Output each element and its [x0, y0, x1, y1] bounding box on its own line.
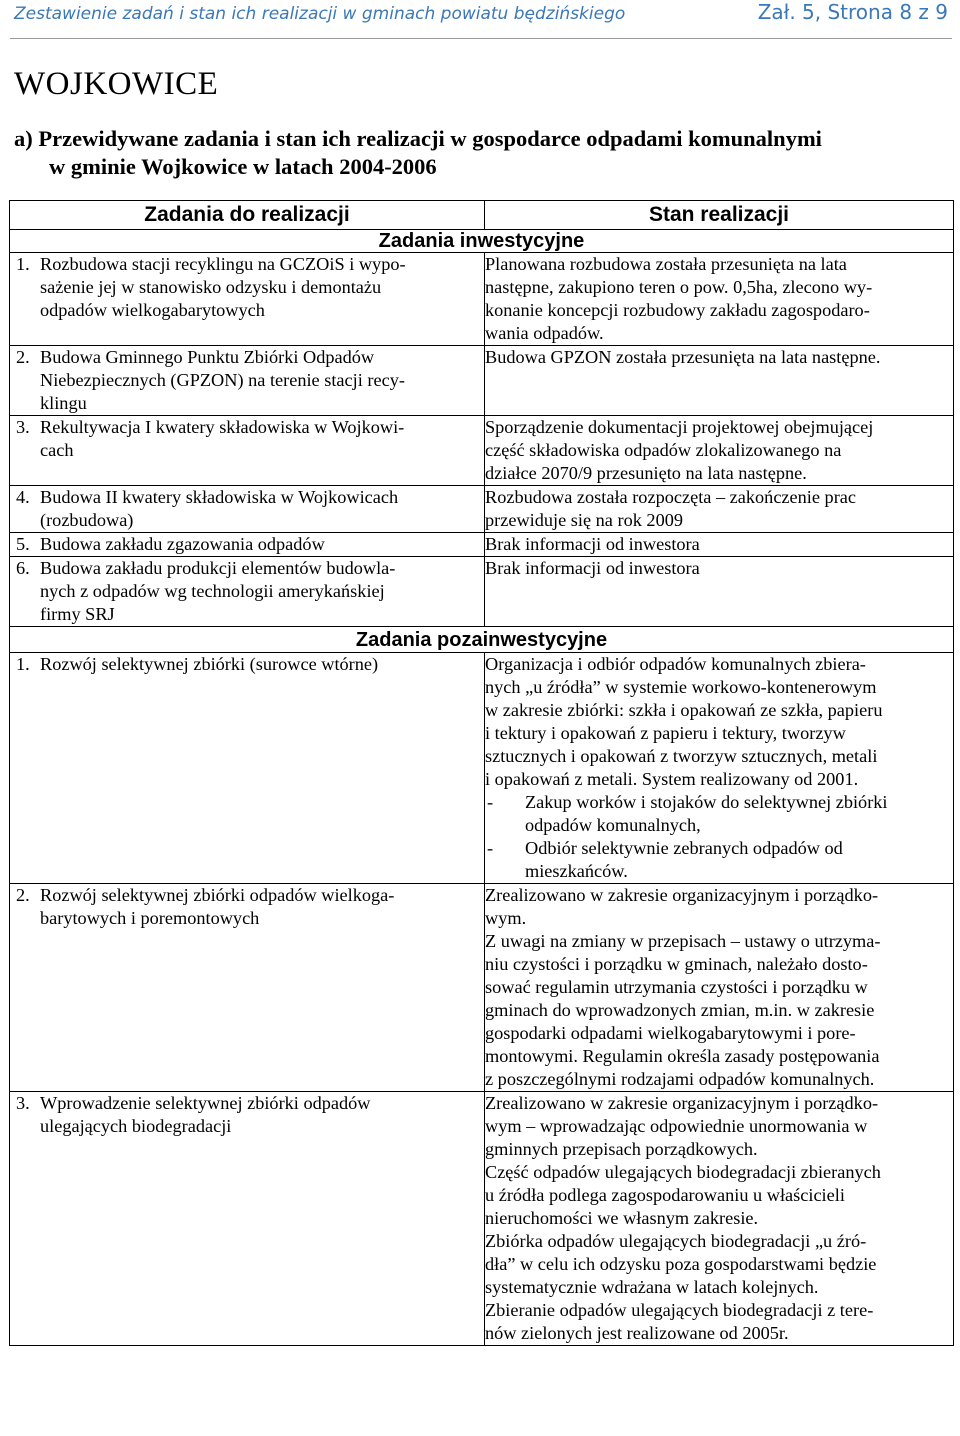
task-text-line: Niebezpiecznych (GPZON) na terenie stacji recy- [40, 370, 405, 390]
status-text-line: część składowiska odpadów zlokalizowanego na [485, 440, 842, 460]
status-cell [485, 346, 954, 416]
status-text-line: sować regulamin utrzymania czystości i porządku w [485, 977, 868, 997]
status-text-line: gminach do wprowadzonych zmian, m.in. w zakresie [485, 1000, 875, 1020]
bullet-text-line: mieszkańców. [525, 861, 628, 881]
table-row [10, 884, 954, 1092]
task-text-line: klingu [40, 393, 87, 413]
task-cell [10, 653, 485, 884]
task-text-line: firmy SRJ [40, 604, 115, 624]
task-item [10, 486, 484, 532]
header-page-number: Zał. 5, Strona 8 z 9 [757, 0, 948, 24]
status-text-line: dła” w celu ich odzysku poza gospodarstwami będzie [485, 1254, 877, 1274]
task-number: 3. [16, 1093, 30, 1113]
bullet-text [525, 837, 953, 883]
task-number: 2. [16, 885, 30, 905]
task-text [40, 653, 480, 676]
task-text-line: Rozwój selektywnej zbiórki odpadów wielkoga- [40, 885, 395, 905]
task-text [40, 533, 480, 556]
status-text-line: Budowa GPZON została przesunięta na lata następne. [485, 347, 881, 367]
task-cell [10, 884, 485, 1092]
task-text-line: sażenie jej w stanowisko odzysku i demontażu [40, 277, 382, 297]
table-header-row [10, 201, 954, 230]
table-row [10, 557, 954, 627]
table-row [10, 253, 954, 346]
status-text-line: Zrealizowano w zakresie organizacyjnym i porządko- [485, 885, 879, 905]
task-text-line: Wprowadzenie selektywnej zbiórki odpadów [40, 1093, 371, 1113]
status-text-line: przewiduje się na rok 2009 [485, 510, 683, 530]
task-text [40, 884, 480, 930]
task-text [40, 486, 480, 532]
task-item [10, 416, 484, 462]
status-cell [485, 533, 954, 557]
task-number: 1. [16, 254, 30, 274]
status-text-line: u źródła podlega zagospodarowaniu u właścicieli [485, 1185, 845, 1205]
task-number: 4. [16, 487, 30, 507]
status-cell [485, 557, 954, 627]
status-text-line: nów zielonych jest realizowane od 2005r. [485, 1323, 789, 1343]
status-text-line: nieruchomości we własnym zakresie. [485, 1208, 759, 1228]
status-text-line: Brak informacji od inwestora [485, 534, 700, 554]
task-number: 2. [16, 347, 30, 367]
status-text-line: Brak informacji od inwestora [485, 558, 700, 578]
status-cell [485, 1092, 954, 1346]
status-cell [485, 253, 954, 346]
section-non-investment-row [10, 627, 954, 653]
status-text-line: działce 2070/9 przesunięto na lata następne. [485, 463, 807, 483]
task-cell [10, 346, 485, 416]
status-cell [485, 884, 954, 1092]
status-text-line: konanie koncepcji rozbudowy zakładu zagospodaro- [485, 300, 870, 320]
status-bullet [485, 837, 953, 883]
column-header-status: Stan realizacji [485, 201, 954, 230]
status-text-line: Zbiórka odpadów ulegających biodegradacji „u źró- [485, 1231, 867, 1251]
bullet-text-line: Odbiór selektywnie zebranych odpadów od [525, 838, 843, 858]
status-text-line: gospodarki odpadami wielkogabarytowymi i pore- [485, 1023, 856, 1043]
status-bullet [485, 791, 953, 837]
status-text-line: sztucznych i opakowań z tworzyw sztucznych, metali [485, 746, 878, 766]
task-text-line: cach [40, 440, 74, 460]
task-item [10, 533, 484, 556]
table-row [10, 346, 954, 416]
task-number: 3. [16, 417, 30, 437]
task-item [10, 346, 484, 415]
status-text-line: Planowana rozbudowa została przesunięta na lata [485, 254, 847, 274]
task-item [10, 653, 484, 676]
task-text-line: Rozwój selektywnej zbiórki (surowce wtórne) [40, 654, 379, 674]
table-row [10, 653, 954, 884]
bullet-dash: - [487, 792, 494, 812]
section-subtitle [14, 125, 944, 181]
status-text-line: Z uwagi na zmiany w przepisach – ustawy o utrzyma- [485, 931, 881, 951]
task-cell [10, 1092, 485, 1346]
status-cell [485, 486, 954, 533]
status-text-line: systematycznie wdrażana w latach kolejnych. [485, 1277, 819, 1297]
table-row [10, 1092, 954, 1346]
header-divider [10, 38, 952, 39]
subtitle-line-1: a) Przewidywane zadania i stan ich realizacji w gospodarce odpadami komunalnymi [14, 126, 822, 151]
task-item [10, 253, 484, 322]
task-text-line: ulegających biodegradacji [40, 1116, 232, 1136]
task-cell [10, 557, 485, 627]
status-text-line: gminnych przepisach porządkowych. [485, 1139, 758, 1159]
task-text-line: barytowych i poremontowych [40, 908, 260, 928]
header-document-title: Zestawienie zadań i stan ich realizacji w gminach powiatu będzińskiego [14, 4, 626, 24]
task-text-line: odpadów wielkogabarytowych [40, 300, 265, 320]
status-text-line: wania odpadów. [485, 323, 604, 343]
status-cell [485, 416, 954, 486]
task-cell [10, 533, 485, 557]
task-text [40, 557, 480, 626]
task-text-line: (rozbudowa) [40, 510, 134, 530]
page-title: WOJKOWICE [14, 66, 219, 102]
task-text-line: Budowa zakładu produkcji elementów budowla- [40, 558, 396, 578]
page-header [0, 0, 960, 40]
task-item [10, 1092, 484, 1138]
status-text-line: Zrealizowano w zakresie organizacyjnym i porządko- [485, 1093, 879, 1113]
status-text-line: Część odpadów ulegających biodegradacji zbieranych [485, 1162, 881, 1182]
task-text [40, 416, 480, 462]
status-text-line: Sporządzenie dokumentacji projektowej obejmującej [485, 417, 874, 437]
status-text-line: wym. [485, 908, 527, 928]
status-text-line: Rozbudowa została rozpoczęta – zakończenie prac [485, 487, 857, 507]
section-investment-row [10, 230, 954, 253]
section-non-investment: Zadania pozainwestycyjne [10, 627, 954, 653]
status-text-line: w zakresie zbiórki: szkła i opakowań ze szkła, papieru [485, 700, 883, 720]
status-text-line: Organizacja i odbiór odpadów komunalnych zbiera- [485, 654, 866, 674]
task-text-line: Budowa zakładu zgazowania odpadów [40, 534, 325, 554]
table-row [10, 486, 954, 533]
task-cell [10, 486, 485, 533]
task-text [40, 1092, 480, 1138]
bullet-text [525, 791, 953, 837]
status-text-line: Zbieranie odpadów ulegających biodegradacji z tere- [485, 1300, 874, 1320]
task-text [40, 253, 480, 322]
subtitle-line-2: w gminie Wojkowice w latach 2004-2006 [49, 154, 437, 179]
table-row [10, 533, 954, 557]
status-text-line: nych „u źródła” w systemie workowo-kontenerowym [485, 677, 877, 697]
bullet-text-line: odpadów komunalnych, [525, 815, 701, 835]
task-text-line: Rekultywacja I kwatery składowiska w Wojkowi- [40, 417, 405, 437]
status-text-line: montowymi. Regulamin określa zasady postępowania [485, 1046, 880, 1066]
status-text-line: i tektury i opakowań z papieru i tektury, tworzyw [485, 723, 846, 743]
task-text-line: nych z odpadów wg technologii amerykańskiej [40, 581, 385, 601]
task-text-line: Rozbudowa stacji recyklingu na GCZOiS i wypo- [40, 254, 406, 274]
section-investment: Zadania inwestycyjne [10, 230, 954, 253]
bullet-text-line: Zakup worków i stojaków do selektywnej zbiórki [525, 792, 888, 812]
task-number: 5. [16, 534, 30, 554]
task-number: 1. [16, 654, 30, 674]
task-cell [10, 416, 485, 486]
task-item [10, 557, 484, 626]
task-text [40, 346, 480, 415]
bullet-dash: - [487, 838, 494, 858]
task-number: 6. [16, 558, 30, 578]
task-item [10, 884, 484, 930]
status-text-line: i opakowań z metali. System realizowany od 2001. [485, 769, 859, 789]
table-row [10, 416, 954, 486]
task-text-line: Budowa Gminnego Punktu Zbiórki Odpadów [40, 347, 375, 367]
task-text-line: Budowa II kwatery składowiska w Wojkowicach [40, 487, 399, 507]
status-text-line: z poszczególnymi rodzajami odpadów komunalnych. [485, 1069, 875, 1089]
tasks-table [9, 200, 954, 1346]
column-header-tasks: Zadania do realizacji [10, 201, 485, 230]
status-text-line: niu czystości i porządku w gminach, należało dosto- [485, 954, 868, 974]
status-text-line: następne, zakupiono teren o pow. 0,5ha, zlecono wy- [485, 277, 873, 297]
status-cell [485, 653, 954, 884]
task-cell [10, 253, 485, 346]
status-text-line: wym – wprowadzając odpowiednie unormowania w [485, 1116, 868, 1136]
